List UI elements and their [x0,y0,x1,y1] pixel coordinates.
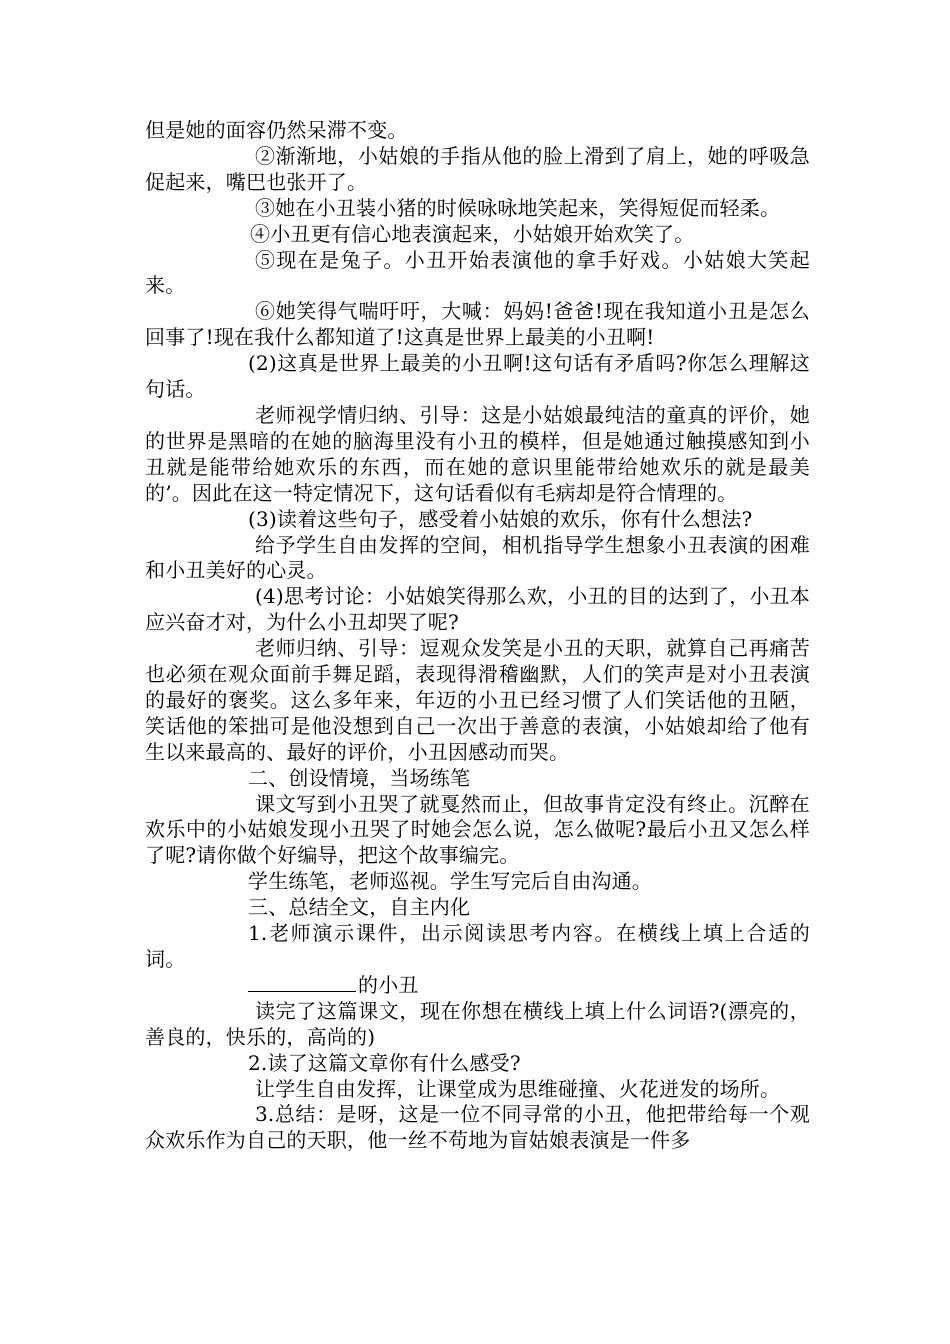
paragraph: 课文写到小丑哭了就戛然而止，但故事肯定没有终止。沉醉在欢乐中的小姑娘发现小丑哭了时她会怎么说，怎么做呢?最后小丑又怎么样了呢?请你做个好编导，把这个故事编完。 [145,791,810,868]
paragraph: (4)思考讨论：小姑娘笑得那么欢，小丑的目的达到了，小丑本应兴奋才对，为什么小丑却哭了呢? [145,584,810,635]
paragraph: ⑤现在是兔子。小丑开始表演他的拿手好戏。小姑娘大笑起来。 [145,247,810,298]
paragraph: 老师归纳、引导：逗观众发笑是小丑的天职，就算自己再痛苦也必须在观众面前手舞足蹈，表现得滑稽幽默，人们的笑声是对小丑表演的最好的褒奖。这么多年来，年迈的小丑已经习惯了人们笑话他的丑陋，笑话他的笨拙可是他没想到自己一次出于善意的表演，小姑娘却给了他有生以来最高的、最好的评价，小丑因感动而哭。 [145,636,810,764]
section-heading: 二、创设情境，当场练笔 [248,765,471,790]
blank-underline [248,973,356,992]
paragraph: (2)这真是世界上最美的小丑啊!这句话有矛盾吗?你怎么理解这句话。 [145,351,810,402]
paragraph: 让学生自由发挥，让课堂成为思维碰撞、火花迸发的场所。 [255,1076,781,1101]
fill-blank-line [145,973,810,999]
paragraph: ④小丑更有信心地表演起来，小姑娘开始欢笑了。 [250,221,695,246]
paragraph: 老师视学情归纳、引导：这是小姑娘最纯洁的童真的评价，她的世界是黑暗的在她的脑海里没有小丑的模样，但是她通过触摸感知到小丑就是能带给她欢乐的东西，而在她的意识里能带给她欢乐的就是最美的’。因此在这一特定情况下，这句话看似有毛病却是符合情理的。 [145,402,810,505]
paragraph: 1.老师演示课件，出示阅读思考内容。在横线上填上合适的词。 [145,921,810,971]
paragraph: 给予学生自由发挥的空间，相机指导学生想象小丑表演的困难和小丑美好的心灵。 [145,532,810,583]
fill-blank-suffix: 的小丑 [358,972,419,997]
paragraph: (3)读着这些句子，感受着小姑娘的欢乐，你有什么想法? [248,506,753,531]
section-heading: 三、总结全文，自主内化 [248,895,471,920]
paragraph: 学生练笔，老师巡视。学生写完后自由沟通。 [248,869,652,894]
paragraph: ⑥她笑得气喘吁吁，大喊：妈妈!爸爸!现在我知道小丑是怎么回事了!现在我什么都知道了!这真是世界上最美的小丑啊! [145,299,810,350]
paragraph: 3.总结：是呀，这是一位不同寻常的小丑，他把带给每一个观众欢乐作为自己的天职，他一丝不苟地为盲姑娘表演是一件多 [145,1102,810,1153]
paragraph: 2.读了这篇文章你有什么感受? [248,1050,521,1075]
body-text [145,118,810,1154]
paragraph: 但是她的面容仍然呆滞不变。 [145,118,408,142]
paragraph: 读完了这篇课文，现在你想在横线上填上什么词语?(漂亮的，善良的，快乐的，高尚的) [145,998,810,1049]
paragraph: ③她在小丑装小猪的时候咏咏地笑起来，笑得短促而轻柔。 [255,195,781,220]
paragraph: ②渐渐地，小姑娘的手指从他的脸上滑到了肩上，她的呼吸急促起来，嘴巴也张开了。 [145,143,810,194]
